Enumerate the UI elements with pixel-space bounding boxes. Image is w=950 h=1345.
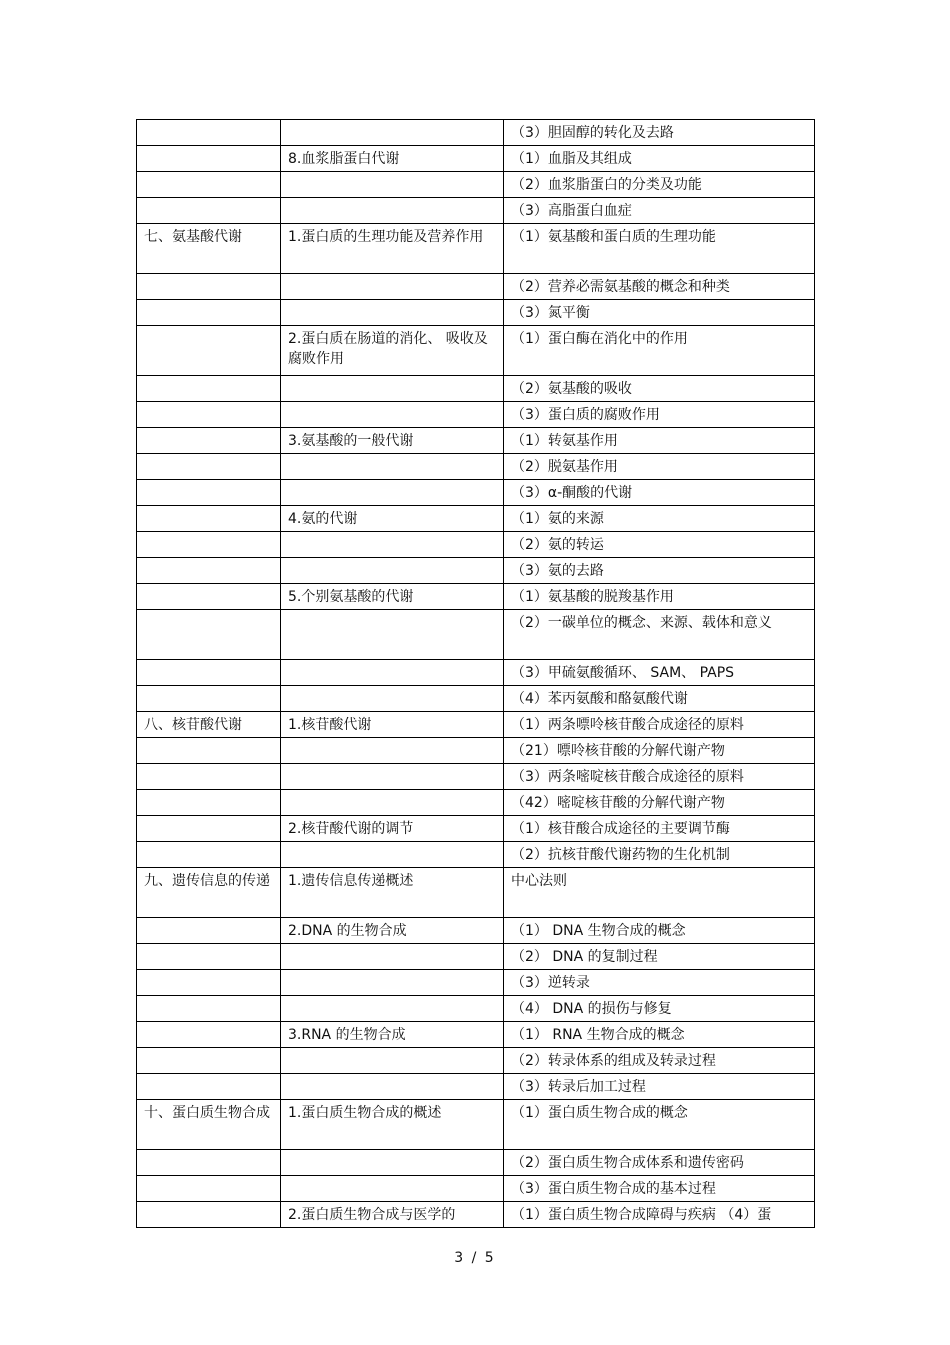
topic-cell bbox=[281, 402, 504, 428]
table-row bbox=[137, 480, 815, 506]
table-row bbox=[137, 326, 815, 376]
section-cell bbox=[137, 1150, 281, 1176]
item-cell: （1）蛋白质生物合成的概念 bbox=[504, 1100, 815, 1150]
item-cell: （1）转氨基作用 bbox=[504, 428, 815, 454]
section-cell bbox=[137, 146, 281, 172]
section-cell bbox=[137, 918, 281, 944]
section-cell bbox=[137, 996, 281, 1022]
item-cell: （2）营养必需氨基酸的概念和种类 bbox=[504, 274, 815, 300]
section-cell bbox=[137, 402, 281, 428]
table-row bbox=[137, 918, 815, 944]
item-cell: （3）氮平衡 bbox=[504, 300, 815, 326]
table-row bbox=[137, 738, 815, 764]
table-row bbox=[137, 660, 815, 686]
section-cell bbox=[137, 532, 281, 558]
topic-cell: 2.蛋白质在肠道的消化、 吸收及腐败作用 bbox=[281, 326, 504, 376]
item-cell: （1） DNA 生物合成的概念 bbox=[504, 918, 815, 944]
topic-cell: 1.蛋白质生物合成的概述 bbox=[281, 1100, 504, 1150]
section-cell bbox=[137, 274, 281, 300]
section-cell bbox=[137, 970, 281, 996]
section-cell bbox=[137, 428, 281, 454]
table-row bbox=[137, 790, 815, 816]
topic-cell bbox=[281, 996, 504, 1022]
topic-cell: 2.核苷酸代谢的调节 bbox=[281, 816, 504, 842]
section-cell bbox=[137, 326, 281, 376]
item-cell: （3）两条嘧啶核苷酸合成途径的原料 bbox=[504, 764, 815, 790]
table-row bbox=[137, 1100, 815, 1150]
table-row bbox=[137, 584, 815, 610]
topic-cell bbox=[281, 198, 504, 224]
section-cell bbox=[137, 1022, 281, 1048]
section-cell bbox=[137, 558, 281, 584]
section-cell bbox=[137, 738, 281, 764]
table-row bbox=[137, 1022, 815, 1048]
topic-cell bbox=[281, 1048, 504, 1074]
section-cell: 九、遗传信息的传递 bbox=[137, 868, 281, 918]
section-cell bbox=[137, 842, 281, 868]
topic-cell bbox=[281, 790, 504, 816]
topic-cell bbox=[281, 944, 504, 970]
section-cell: 七、氨基酸代谢 bbox=[137, 224, 281, 274]
table-row bbox=[137, 120, 815, 146]
item-cell: （3）蛋白质生物合成的基本过程 bbox=[504, 1176, 815, 1202]
section-cell: 十、蛋白质生物合成 bbox=[137, 1100, 281, 1150]
topic-cell bbox=[281, 842, 504, 868]
item-cell: （2）一碳单位的概念、来源、载体和意义 bbox=[504, 610, 815, 660]
table-row bbox=[137, 1150, 815, 1176]
item-cell: （1）氨的来源 bbox=[504, 506, 815, 532]
topic-cell: 5.个别氨基酸的代谢 bbox=[281, 584, 504, 610]
section-cell bbox=[137, 300, 281, 326]
item-cell: （3）逆转录 bbox=[504, 970, 815, 996]
section-cell bbox=[137, 816, 281, 842]
topic-cell bbox=[281, 660, 504, 686]
section-cell bbox=[137, 198, 281, 224]
table-row bbox=[137, 712, 815, 738]
table-row bbox=[137, 224, 815, 274]
table-row bbox=[137, 558, 815, 584]
item-cell: （1）核苷酸合成途径的主要调节酶 bbox=[504, 816, 815, 842]
topic-cell bbox=[281, 558, 504, 584]
topic-cell bbox=[281, 686, 504, 712]
item-cell: （1）氨基酸的脱羧基作用 bbox=[504, 584, 815, 610]
item-cell: （2） DNA 的复制过程 bbox=[504, 944, 815, 970]
topic-cell bbox=[281, 1176, 504, 1202]
item-cell: （3）α-酮酸的代谢 bbox=[504, 480, 815, 506]
item-cell: （2）转录体系的组成及转录过程 bbox=[504, 1048, 815, 1074]
table-row bbox=[137, 970, 815, 996]
section-cell bbox=[137, 790, 281, 816]
item-cell: （2）抗核苷酸代谢药物的生化机制 bbox=[504, 842, 815, 868]
topic-cell bbox=[281, 1150, 504, 1176]
topic-cell bbox=[281, 376, 504, 402]
table-row bbox=[137, 454, 815, 480]
topic-cell bbox=[281, 532, 504, 558]
item-cell: （1）蛋白酶在消化中的作用 bbox=[504, 326, 815, 376]
topic-cell bbox=[281, 738, 504, 764]
item-cell: （3）转录后加工过程 bbox=[504, 1074, 815, 1100]
topic-cell: 2.蛋白质生物合成与医学的 bbox=[281, 1202, 504, 1228]
item-cell: （4）苯丙氨酸和酪氨酸代谢 bbox=[504, 686, 815, 712]
table-row bbox=[137, 868, 815, 918]
table-row bbox=[137, 428, 815, 454]
item-cell: （1） RNA 生物合成的概念 bbox=[504, 1022, 815, 1048]
section-cell bbox=[137, 172, 281, 198]
section-cell bbox=[137, 686, 281, 712]
section-cell bbox=[137, 480, 281, 506]
topic-cell bbox=[281, 274, 504, 300]
section-cell bbox=[137, 764, 281, 790]
table-row bbox=[137, 1048, 815, 1074]
topic-cell: 4.氨的代谢 bbox=[281, 506, 504, 532]
table-row bbox=[137, 764, 815, 790]
table-row bbox=[137, 146, 815, 172]
item-cell: （2）氨的转运 bbox=[504, 532, 815, 558]
topic-cell bbox=[281, 172, 504, 198]
table-row bbox=[137, 996, 815, 1022]
item-cell: （2）血浆脂蛋白的分类及功能 bbox=[504, 172, 815, 198]
topic-cell bbox=[281, 480, 504, 506]
table-row bbox=[137, 1202, 815, 1228]
section-cell bbox=[137, 506, 281, 532]
item-cell: （1）血脂及其组成 bbox=[504, 146, 815, 172]
topic-cell: 1.蛋白质的生理功能及营养作用 bbox=[281, 224, 504, 274]
table-row bbox=[137, 198, 815, 224]
item-cell: （42）嘧啶核苷酸的分解代谢产物 bbox=[504, 790, 815, 816]
topic-cell bbox=[281, 1074, 504, 1100]
topic-cell bbox=[281, 970, 504, 996]
item-cell: （21）嘌呤核苷酸的分解代谢产物 bbox=[504, 738, 815, 764]
item-cell: 中心法则 bbox=[504, 868, 815, 918]
table-row bbox=[137, 506, 815, 532]
section-cell bbox=[137, 120, 281, 146]
topic-cell bbox=[281, 454, 504, 480]
table-row bbox=[137, 172, 815, 198]
table-row bbox=[137, 944, 815, 970]
item-cell: （3）高脂蛋白血症 bbox=[504, 198, 815, 224]
topic-cell: 1.遗传信息传递概述 bbox=[281, 868, 504, 918]
section-cell bbox=[137, 1048, 281, 1074]
table-row bbox=[137, 300, 815, 326]
section-cell bbox=[137, 660, 281, 686]
topic-cell: 3.氨基酸的一般代谢 bbox=[281, 428, 504, 454]
item-cell: （1）两条嘌呤核苷酸合成途径的原料 bbox=[504, 712, 815, 738]
item-cell: （2）氨基酸的吸收 bbox=[504, 376, 815, 402]
topic-cell bbox=[281, 120, 504, 146]
item-cell: （3）甲硫氨酸循环、 SAM、 PAPS bbox=[504, 660, 815, 686]
item-cell: （1）蛋白质生物合成障碍与疾病 （4）蛋 bbox=[504, 1202, 815, 1228]
table-row bbox=[137, 376, 815, 402]
table-row bbox=[137, 1074, 815, 1100]
section-cell bbox=[137, 1202, 281, 1228]
section-cell bbox=[137, 610, 281, 660]
item-cell: （2）脱氨基作用 bbox=[504, 454, 815, 480]
syllabus-table bbox=[136, 119, 815, 1228]
topic-cell: 8.血浆脂蛋白代谢 bbox=[281, 146, 504, 172]
table-row bbox=[137, 842, 815, 868]
section-cell bbox=[137, 584, 281, 610]
item-cell: （3）蛋白质的腐败作用 bbox=[504, 402, 815, 428]
topic-cell: 2.DNA 的生物合成 bbox=[281, 918, 504, 944]
topic-cell bbox=[281, 764, 504, 790]
table-row bbox=[137, 686, 815, 712]
table-row bbox=[137, 274, 815, 300]
item-cell: （4） DNA 的损伤与修复 bbox=[504, 996, 815, 1022]
table-row bbox=[137, 402, 815, 428]
section-cell bbox=[137, 1074, 281, 1100]
item-cell: （3）胆固醇的转化及去路 bbox=[504, 120, 815, 146]
topic-cell bbox=[281, 610, 504, 660]
topic-cell bbox=[281, 300, 504, 326]
topic-cell: 3.RNA 的生物合成 bbox=[281, 1022, 504, 1048]
table-row bbox=[137, 610, 815, 660]
topic-cell: 1.核苷酸代谢 bbox=[281, 712, 504, 738]
item-cell: （3）氨的去路 bbox=[504, 558, 815, 584]
table-row bbox=[137, 532, 815, 558]
page-number: 3 / 5 bbox=[454, 1250, 496, 1266]
section-cell: 八、核苷酸代谢 bbox=[137, 712, 281, 738]
table-row bbox=[137, 816, 815, 842]
syllabus-table-body bbox=[137, 120, 815, 1228]
table-row bbox=[137, 1176, 815, 1202]
section-cell bbox=[137, 376, 281, 402]
section-cell bbox=[137, 944, 281, 970]
item-cell: （2）蛋白质生物合成体系和遗传密码 bbox=[504, 1150, 815, 1176]
section-cell bbox=[137, 454, 281, 480]
section-cell bbox=[137, 1176, 281, 1202]
item-cell: （1）氨基酸和蛋白质的生理功能 bbox=[504, 224, 815, 274]
